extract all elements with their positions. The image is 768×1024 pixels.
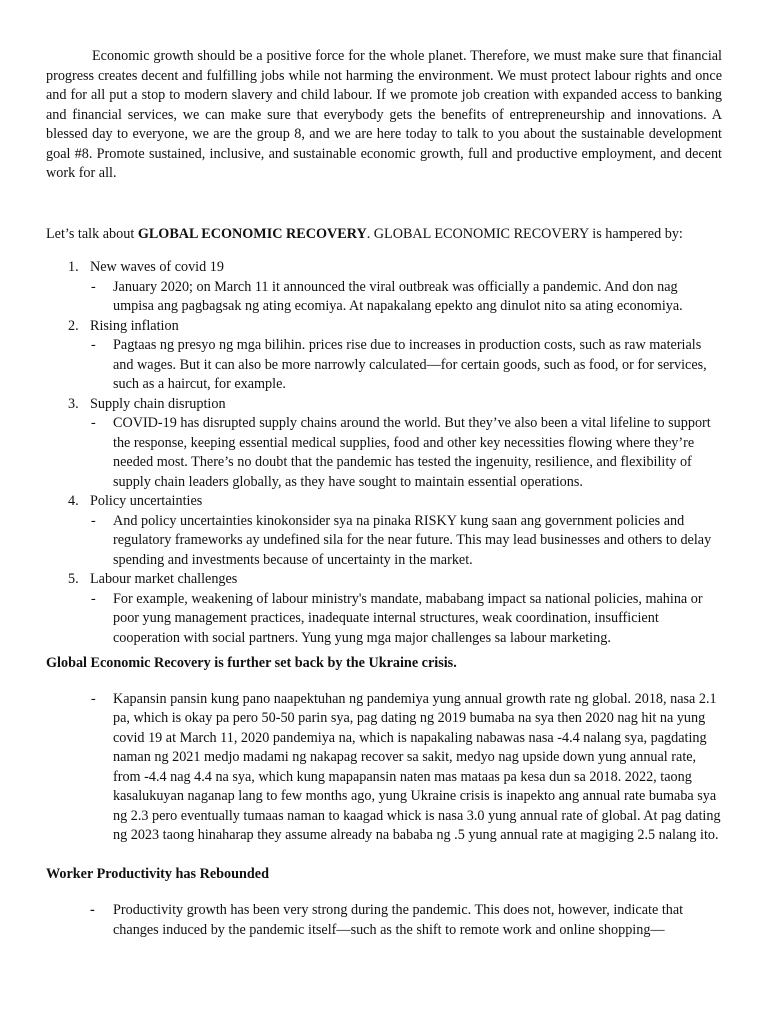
list-item-detail [46, 278, 722, 317]
recovery-intro-paragraph [46, 225, 722, 245]
list-item-detail [46, 512, 722, 571]
list-item-detail-text: Pagtaas ng presyo ng mga bilihin. prices rise due to increases in production costs, such as raw materials and wages. But it can also be more narrowly calculated—for certain goods, such as food, or for services, such as a haircut, for example. [113, 337, 707, 392]
list-number: 4. [68, 493, 79, 509]
dash-bullet: - [91, 415, 96, 431]
list-item-detail-text: COVID-19 has disrupted supply chains around the world. But they’ve also been a vital lifeline to support the response, keeping essential medical supplies, food and other key necessities flowing where they’re needed most. There’s no doubt that the pandemic has tested the ingenuity, resilience, and flexibility of supply chain leaders globally, as they have sought to maintain essential operations. [113, 415, 711, 490]
recovery-intro-prefix: Let’s talk about [46, 225, 138, 242]
ukraine-detail [46, 690, 722, 846]
list-item-detail-text: And policy uncertainties kinokonsider sya na pinaka RISKY kung saan ang government policies and regulatory frameworks ay undefined sila for the near future. This may lead businesses and others to delay spending and investments because of uncertainty in the market. [113, 512, 712, 568]
list-item [46, 258, 722, 317]
dash-bullet: - [91, 512, 96, 529]
ukraine-detail-text: Kapansin pansin kung pano naapektuhan ng pandemiya yung annual growth rate ng global. 2018, nasa 2.1 pa, which is okay pa pero 50-50 parin sya, pag dating ng 2019 bumaba na sya then 2020 nag hit na yung covid 19 at March 11, 2020 pandemiya na, which is napakaling nabawas nasa -4.4 nalang sya, pagdating naman ng 2021 medjo madami ng nakapag recover sa sakit, medyo nag upside down yung annual rate, from -4.4 nag 4.4 na sya, which kung mapapansin naten mas mataas pa kesa dun sa 2018. 2022, taong kasalukuyan naganap lang to few months ago, yung Ukraine crisis is inapekto ang annual rate bumaba sya ng 2.3 pero eventually tumaas naman to kaagad whick is nasa 3.0 yung annual rate of global. At pag dating ng 2023 taong hinaharap they assume already na bababa ng .5 yung annual rate at magiging 2.5 nalang ito. [113, 690, 721, 843]
recovery-intro-suffix: . GLOBAL ECONOMIC RECOVERY is hampered by: [366, 225, 683, 242]
list-item-detail [46, 590, 722, 649]
dash-bullet: - [90, 902, 95, 918]
list-item [46, 395, 722, 493]
intro-paragraph: Economic growth should be a positive force for the whole planet. Therefore, we must make sure that financial progress creates decent and fulfilling jobs while not harming the environment. We must protect labour rights and once and for all put a stop to modern slavery and child labour. If we promote job creation with expanded access to banking and financial services, we can make sure that everybody gets the benefits of entrepreneurship and innovations. A blessed day to everyone, we are the group 8, and we are here today to talk to you about the sustainable development goal #8. Promote sustained, inclusive, and sustainable economic growth, full and productive employment, and decent work for all. [46, 48, 722, 181]
recovery-intro-bold: GLOBAL ECONOMIC RECOVERY [137, 225, 367, 242]
list-item-title: Labour market challenges [90, 571, 238, 587]
list-number: 5. [68, 571, 79, 587]
list-item-title: Rising inflation [90, 317, 179, 334]
list-item-detail [46, 414, 722, 492]
list-item [46, 570, 722, 648]
list-item-detail-text: For example, weakening of labour ministry's mandate, mababang impact sa national policies, mahina or poor yung management practices, inadequate internal structures, weak coordination, insufficient cooperation with social partners. Yung yung mga major challenges sa labour marketing. [113, 590, 703, 646]
list-item-title: Supply chain disruption [90, 395, 226, 412]
dash-bullet: - [91, 278, 96, 295]
list-number: 1. [68, 259, 79, 275]
document-page [46, 47, 722, 940]
worker-heading: Worker Productivity has Rebounded [46, 865, 269, 882]
list-number: 2. [68, 317, 79, 334]
list-item [46, 317, 722, 395]
dash-bullet: - [91, 690, 96, 707]
worker-detail [46, 901, 722, 940]
ukraine-heading: Global Economic Recovery is further set back by the Ukraine crisis. [46, 655, 457, 671]
list-item-title: New waves of covid 19 [90, 259, 224, 275]
worker-detail-text: Productivity growth has been very strong during the pandemic. This does not, however, indicate that changes induced by the pandemic itself—such as the shift to remote work and online shopping— [113, 902, 684, 938]
list-item-title: Policy uncertainties [90, 493, 203, 509]
list-item [46, 492, 722, 570]
dash-bullet: - [91, 590, 96, 607]
hampers-list [46, 258, 722, 648]
list-item-detail [46, 336, 722, 395]
dash-bullet: - [91, 337, 96, 353]
list-item-detail-text: January 2020; on March 11 it announced the viral outbreak was officially a pandemic. And don nag umpisa ang pagbagsak ng ating ecomiya. At napakalang epekto ang dinulot nito sa ating economiya. [113, 278, 683, 314]
list-number: 3. [68, 395, 79, 412]
